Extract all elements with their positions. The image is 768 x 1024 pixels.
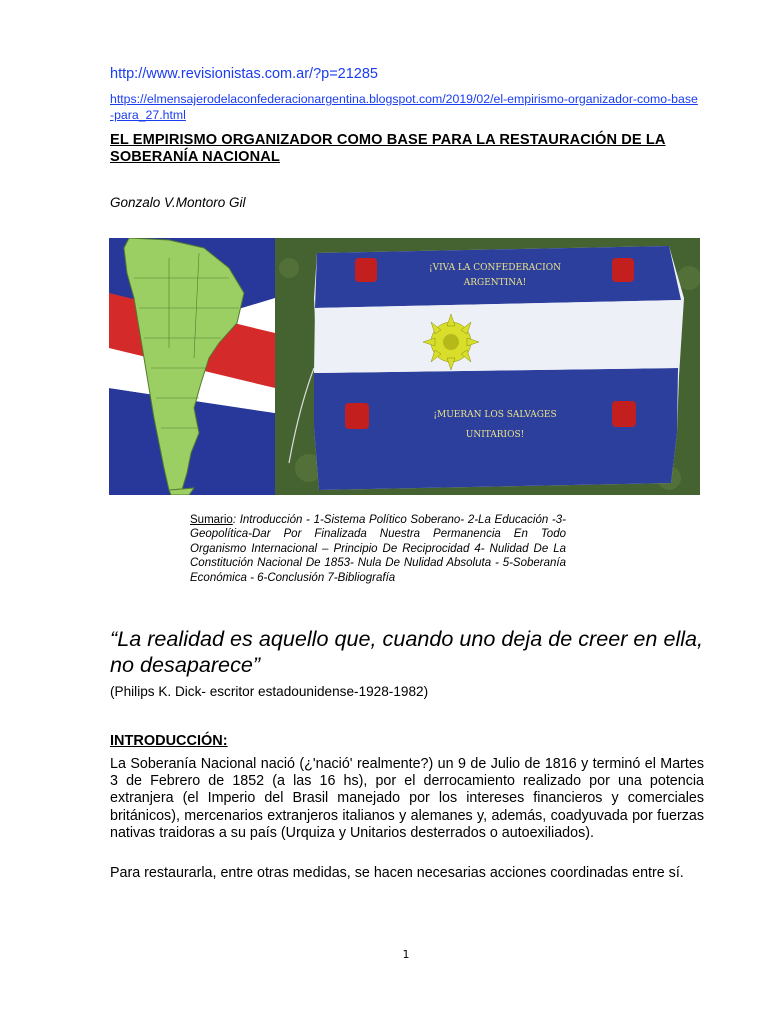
source-link-revisionistas[interactable]: http://www.revisionistas.com.ar/?p=21285 <box>110 66 378 82</box>
intro-paragraph-2: Para restaurarla, entre otras medidas, se hacen necesarias acciones coordinadas entre sí. <box>110 865 684 881</box>
document-title: EL EMPIRISMO ORGANIZADOR COMO BASE PARA LA RESTAURACIÓN DE LA SOBERANÍA NACIONAL <box>110 132 666 165</box>
page-number: 1 <box>402 948 410 961</box>
summary <box>190 513 566 585</box>
header-image <box>109 238 700 495</box>
argentina-map-illustration <box>109 238 275 495</box>
flag-text-4: UNITARIOS! <box>465 430 525 440</box>
epigraph-quote: “La realidad es aquello que, cuando uno deja de creer en ella, no desaparece” <box>110 626 704 677</box>
confederation-flag-photo <box>275 238 700 495</box>
flag-text-3: ¡MUERAN LOS SALVAGES <box>433 410 557 420</box>
summary-label: Sumario <box>190 514 233 526</box>
author-name: Gonzalo V.Montoro Gil <box>110 195 246 210</box>
summary-text: : Introducción - 1-Sistema Político Soberano- 2-La Educación -3-Geopolítica-Dar Por Finalizada Nuestra Permanencia En Todo Organismo Internacional – Principio De Reciprocidad 4- Nulidad De La Constitución Nacional De 1853- Nula De Nulidad Absoluta - 5-Soberanía Económica - 6-Conclusión 7-Bibliografía <box>190 514 566 584</box>
source-link-blogspot[interactable]: https://elmensajerodelaconfederacionargentina.blogspot.com/2019/02/el-empirismo-organizador-como-base-para_27.html <box>110 92 698 122</box>
section-heading-introduccion: INTRODUCCIÓN: <box>110 733 228 749</box>
flag-text-2: ARGENTINA! <box>463 278 527 288</box>
intro-paragraph-1: La Soberanía Nacional nació (¿'nació' realmente?) un 9 de Julio de 1816 y terminó el Martes 3 de Febrero de 1852 (a las 16 hs), por el derrocamiento realizado por una potencia extranjera (el Imperio del Brasil manejado por los intereses financieros y comerciales británicos), mercenarios extranjeros italianos y alemanes y, además, coadyuvada por fuerzas nativas traidoras a su país (Urquiza y Unitarios desterrados o autoexiliados). <box>110 756 704 841</box>
flag-text-1: ¡VIVA LA CONFEDERACION <box>429 263 561 273</box>
epigraph-citation: (Philips K. Dick- escritor estadounidense-1928-1982) <box>110 684 429 699</box>
